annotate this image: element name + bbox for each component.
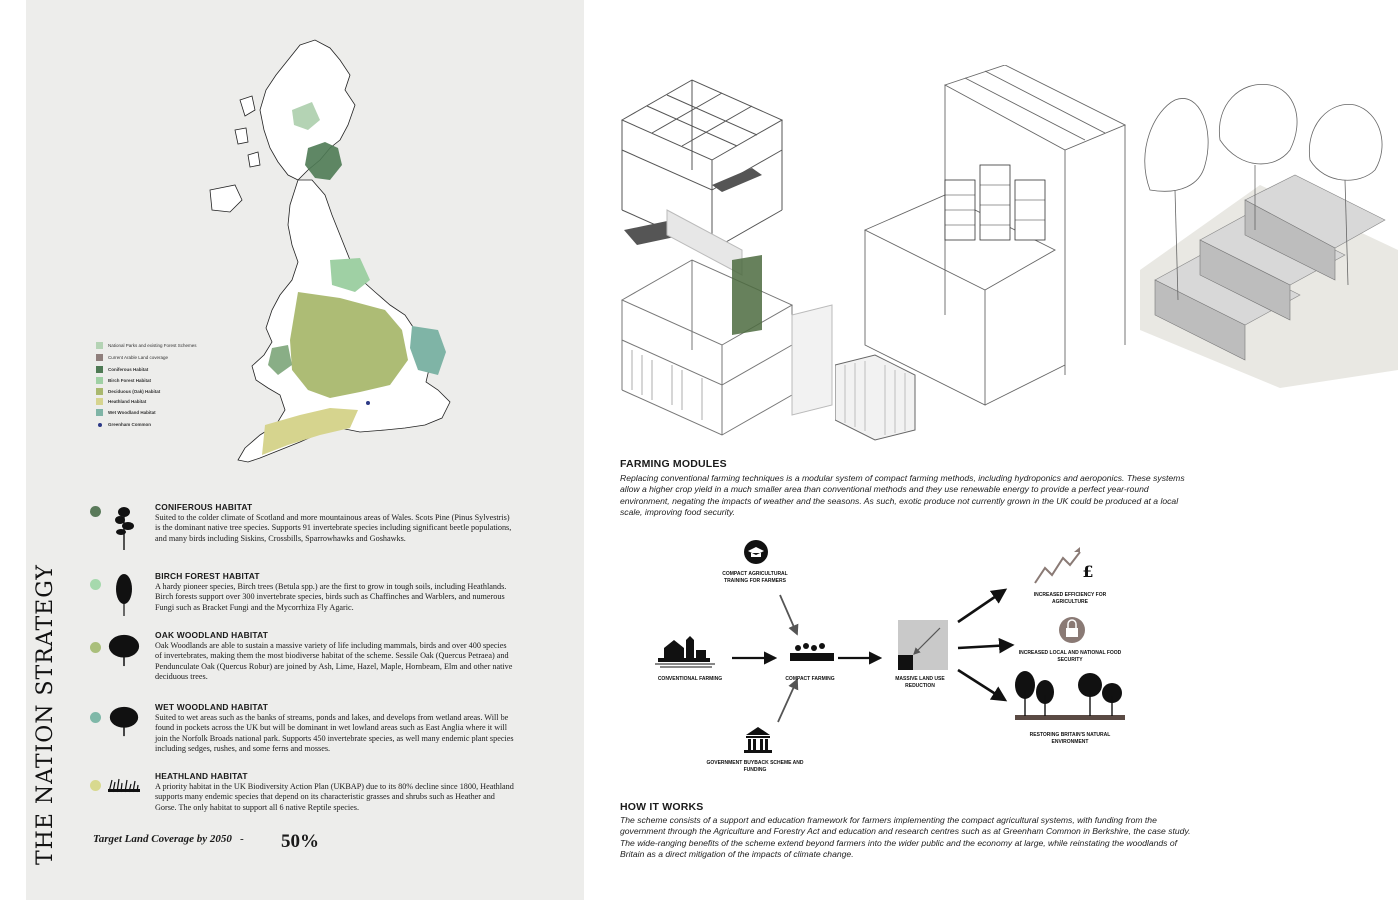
plant-tray-icon: [790, 643, 834, 661]
target-coverage-label: [93, 833, 244, 845]
legend-label: Heathland Habitat: [108, 399, 147, 404]
farm-barn-icon: [655, 636, 715, 667]
legend-wet-woodland: [96, 409, 156, 416]
arrow-to-food-security: [958, 645, 1012, 648]
farming-modules-body: Replacing conventional farming techniques is a modular system of compact farming methods, including hydroponics and aeroponics. These systems allow a higher crop yield in a much smaller area than conventional methods and they use renewable energy to provide a perfect year-round environment, negating the impacts of weather and the seasons. As such, exotic produce not currently grown in the UK could be produced at a local scale, improving food security.: [620, 473, 1185, 517]
legend-label: Deciduous (Oak) Habitat: [108, 389, 161, 394]
coniferous-region: [305, 142, 342, 180]
arrow-to-restoring: [958, 670, 1005, 700]
habitat-color-dot: [90, 579, 101, 590]
habitat-color-dot: [90, 780, 101, 791]
legend-label: Coniferous Habitat: [108, 367, 149, 372]
habitat-coniferous: [90, 502, 520, 562]
legend-swatch: [96, 342, 103, 349]
habitat-wet-woodland: [90, 702, 520, 762]
habitat-color-dot: [90, 642, 101, 653]
farming-module-interior-drawing: [835, 65, 1135, 445]
currency-pound-icon: £: [1082, 562, 1094, 581]
legend-swatch: [96, 388, 103, 395]
legend-swatch: [96, 409, 103, 416]
farming-modules-title: FARMING MODULES: [620, 458, 727, 470]
legend-swatch: [96, 377, 103, 384]
graduation-cap-icon: [744, 540, 768, 564]
habitat-description: Suited to the colder climate of Scotland and more mountainous areas of Wales. Scots Pine (Pinus Sylvestris) is the dominant native tree species. Supports 91 invertebrate species including significant beetle populations, and many birds including Siskins, Crossbills, Sparrowhawks and Goshawks.: [155, 512, 512, 543]
habitat-text: [155, 502, 515, 544]
arrow-training-to-compact: [780, 595, 797, 634]
habitat-title: WET WOODLAND HABITAT: [155, 702, 269, 712]
legend-arable: [96, 354, 168, 361]
flow-label-compact: COMPACT FARMING: [785, 676, 835, 682]
flow-label-food: INCREASED LOCAL AND NATIONAL FOOD SECURITY: [1018, 650, 1122, 663]
legend-national-parks: [96, 342, 197, 349]
legend-heathland: [96, 398, 146, 405]
legend-swatch: [96, 366, 103, 373]
habitat-title: CONIFEROUS HABITAT: [155, 502, 253, 512]
page-title: THE NATION STRATEGY: [33, 564, 58, 865]
legend-label: Birch Forest Habitat: [108, 378, 152, 383]
habitat-title: BIRCH FOREST HABITAT: [155, 571, 260, 581]
legend-coniferous: [96, 366, 148, 373]
legend-greenham: [96, 421, 151, 428]
legend-label: National Parks and existing Forest Schemes: [108, 343, 197, 348]
food-security-lock-icon: [1059, 617, 1085, 643]
oak-tree-icon: [107, 632, 141, 668]
how-it-works-body: The scheme consists of a support and education framework for farmers implementing the compact agricultural systems, with funding from the government through the Agriculture and Forestry Act and education and research centres such as at Greenham Common in Berkshire, the case study. The wide-ranging benefits of the scheme extend beyond farmers into the wider public and the economy at large, while reinstating the woodlands of Britain as a direct mitigation of the impacts of climate change.: [620, 815, 1191, 859]
forest-restoration-icon: [1015, 671, 1125, 720]
map-northern-ireland: [210, 185, 242, 212]
greenham-common-marker: [366, 401, 370, 405]
woodland-farm-render: [1130, 70, 1400, 390]
target-separator: -: [240, 833, 244, 845]
flow-label-government: GOVERNMENT BUYBACK SCHEME AND FUNDING: [706, 760, 804, 773]
habitat-birch: [90, 571, 520, 631]
habitat-title: HEATHLAND HABITAT: [155, 771, 248, 781]
flow-label-restore: RESTORING BRITAIN'S NATURAL ENVIRONMENT: [1029, 732, 1111, 745]
habitat-text: [155, 702, 515, 755]
legend-label: Greenham Common: [108, 422, 152, 427]
flow-label-conventional: CONVENTIONAL FARMING: [657, 676, 723, 682]
habitat-title: OAK WOODLAND HABITAT: [155, 630, 269, 640]
how-it-works-title: HOW IT WORKS: [620, 801, 704, 813]
map-islands: [235, 96, 260, 167]
efficiency-trend-icon: [1035, 547, 1080, 583]
target-label: Target Land Coverage by 2050: [93, 833, 232, 845]
target-coverage-value: 50%: [281, 831, 319, 852]
heathland-grass-icon: [107, 777, 141, 793]
pine-tree-icon: [107, 502, 141, 552]
uk-habitat-map: [180, 30, 480, 480]
habitat-description: A hardy pioneer species, Birch trees (Betula spp.) are the first to grow in tough soils, including Heathlands. Birch forests support over 300 invertebrate species, birds such as Chaffinches and Warblers, and numerous Fungi such as Bracket Fungi and the Mycorrhiza Fly Agaric.: [155, 581, 507, 612]
legend-label: Wet Woodland Habitat: [108, 410, 156, 415]
habitat-description: Oak Woodlands are able to sustain a massive variety of life including mammals, birds and over 400 species of invertebrates, making them the most biodiverse habitat of the scheme. Sessile Oak (Quercus Petraea) and Pendunculate Oak (Quercus Robur) are joined by Ash, Lime, Hazel, Maple, Hornbeam, Elm and other native deciduous trees.: [155, 640, 513, 682]
habitat-color-dot: [90, 712, 101, 723]
habitat-description: Suited to wet areas such as the banks of streams, ponds and lakes, and develops from wetland areas. Will be found in pockets across the UK but will be dominant in wet lowland areas such as East Anglia where it will join the Norfolk Broads national park. Supports 450 invertebrate species, as well many endemic plant species including sedges, rushes, and some ferns and mosses.: [155, 712, 514, 754]
heathland-region: [262, 408, 358, 455]
habitat-heathland: [90, 771, 520, 821]
habitat-description: A priority habitat in the UK Biodiversity Action Plan (UKBAP) due to its 80% decline since 1800, Heathland supports many endemic species that depend on its characteristic grasses and shrubs such as Heather and Gorse. The only habitat to support all 6 native Reptile species.: [155, 781, 514, 812]
land-reduction-square: [898, 620, 948, 670]
birch-tree-icon: [107, 571, 141, 617]
legend-oak: [96, 388, 160, 395]
government-building-icon: [744, 727, 772, 753]
flow-label-efficiency: INCREASED EFFICIENCY FOR AGRICULTURE: [1033, 592, 1107, 605]
legend-swatch: [96, 421, 103, 428]
arrow-to-efficiency: [958, 590, 1005, 622]
legend-swatch: [96, 354, 103, 361]
habitat-text: [155, 771, 515, 813]
arrow-government-to-compact: [778, 680, 797, 722]
flow-label-reduction: MASSIVE LAND USE REDUCTION: [895, 676, 945, 689]
legend-birch: [96, 377, 151, 384]
legend-swatch: [96, 398, 103, 405]
legend-label: Current Arable Land coverage: [108, 355, 169, 360]
habitat-text: [155, 630, 515, 683]
wet-woodland-tree-icon: [107, 704, 141, 738]
farming-module-frame-drawing: [612, 60, 842, 440]
habitat-text: [155, 571, 515, 613]
habitat-color-dot: [90, 506, 101, 517]
flow-label-training: COMPACT AGRICULTURAL TRAINING FOR FARMERS: [722, 571, 788, 584]
habitat-oak: [90, 630, 520, 690]
